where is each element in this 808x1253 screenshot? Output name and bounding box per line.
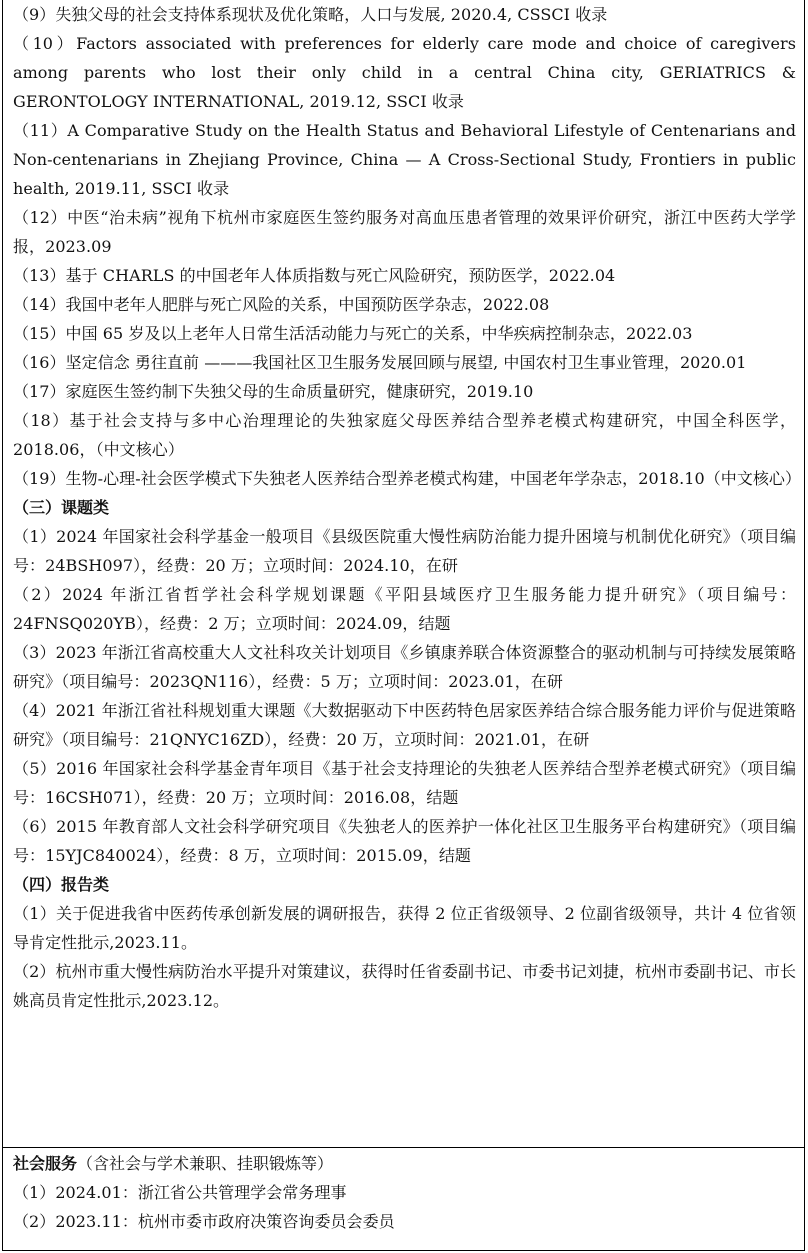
reports-heading: （四）报告类 [13, 875, 110, 894]
project-item: （5）2016 年国家社会科学基金青年项目《基于社会支持理论的失独老人医养结合型养老模式研究》（项目编号：16CSH071），经费：20 万；立项时间：2016.08，结题 [13, 759, 796, 807]
paper-item: （19）生物-心理-社会医学模式下失独老人医养结合型养老模式构建，中国老年学杂志，2018.10（中文核心） [13, 469, 802, 488]
social-service-cell [2, 1148, 805, 1251]
paper-item: （15）中国 65 岁及以上老年人日常生活活动能力与死亡的关系，中华疾病控制杂志，2022.03 [13, 324, 693, 343]
report-item: （1）关于促进我省中医药传承创新发展的调研报告，获得 2 位正省级领导、2 位副省级领导，共计 4 位省领导肯定性批示,2023.11。 [13, 904, 796, 952]
service-item: （1）2024.01：浙江省公共管理学会常务理事 [13, 1183, 347, 1202]
projects-list [13, 522, 796, 870]
service-item: （2）2023.11：杭州市委市政府决策咨询委员会委员 [13, 1212, 395, 1231]
paper-item: （9）失独父母的社会支持体系现状及优化策略，人口与发展, 2020.4, CSSCI 收录 [13, 5, 608, 24]
achievements-cell [2, 0, 805, 1148]
project-item: （3）2023 年浙江省高校重大人文社科攻关计划项目《乡镇康养联合体资源整合的驱动机制与可持续发展策略研究》（项目编号：2023QN116），经费：5 万；立项时间：2023.01，在研 [13, 643, 796, 691]
paper-item: （13）基于 CHARLS 的中国老年人体质指数与死亡风险研究，预防医学，2022.04 [13, 266, 616, 285]
project-item: （4）2021 年浙江省社科规划重大课题《大数据驱动下中医药特色居家医养结合综合服务能力评价与促进策略研究》（项目编号：21QNYC16ZD），经费：20 万，立项时间：2021.01，在研 [13, 701, 796, 749]
paper-item: （17）家庭医生签约制下失独父母的生命质量研究，健康研究，2019.10 [13, 382, 534, 401]
project-item: （1）2024 年国家社会科学基金一般项目《县级医院重大慢性病防治能力提升困境与机制优化研究》（项目编号：24BSH097），经费：20 万；立项时间：2024.10，在研 [13, 527, 796, 575]
reports-list [13, 899, 796, 1015]
projects-heading: （三）课题类 [13, 498, 110, 517]
report-item: （2）杭州市重大慢性病防治水平提升对策建议，获得时任省委副书记、市委书记刘捷，杭州市委副书记、市长姚高员肯定性批示,2023.12。 [13, 962, 796, 1010]
project-item: （2）2024 年浙江省哲学社会科学规划课题《平阳县域医疗卫生服务能力提升研究》（项目编号：24FNSQ020YB），经费：2 万；立项时间：2024.09，结题 [13, 585, 796, 633]
project-item: （6）2015 年教育部人文社会科学研究项目《失独老人的医养护一体化社区卫生服务平台构建研究》（项目编号：15YJC840024），经费：8 万，立项时间：2015.09，结题 [13, 817, 796, 865]
paper-item: （12）中医“治未病”视角下杭州市家庭医生签约服务对高血压患者管理的效果评价研究，浙江中医药大学学报，2023.09 [13, 208, 796, 256]
social-service-subtitle: （含社会与学术兼职、挂职锻炼等） [77, 1154, 334, 1173]
social-service-title-line [13, 1149, 796, 1178]
papers-list [13, 0, 802, 493]
paper-item: （18）基于社会支持与多中心治理理论的失独家庭父母医养结合型养老模式构建研究，中国全科医学，2018.06，（中文核心） [13, 411, 796, 459]
paper-item: （11）A Comparative Study on the Health Status and Behavioral Lifestyle of Centenarians and Non-centenarians in Zhejiang Province, China — A Cross-Sectional Study, Frontiers in public health, 2019.11, SSCI 收录 [13, 121, 796, 198]
social-service-title: 社会服务 [13, 1154, 78, 1173]
paper-item: （14）我国中老年人肥胖与死亡风险的关系，中国预防医学杂志，2022.08 [13, 295, 550, 314]
paper-item: （10）Factors associated with preferences for elderly care mode and choice of caregivers among parents who lost their only child in a central China city, GERIATRICS & GERONTOLOGY INTERNATIONAL, 2019.12, SSCI 收录 [13, 34, 796, 111]
paper-item: （16）坚定信念 勇往直前 ———我国社区卫生服务发展回顾与展望, 中国农村卫生事业管理，2020.01 [13, 353, 747, 372]
